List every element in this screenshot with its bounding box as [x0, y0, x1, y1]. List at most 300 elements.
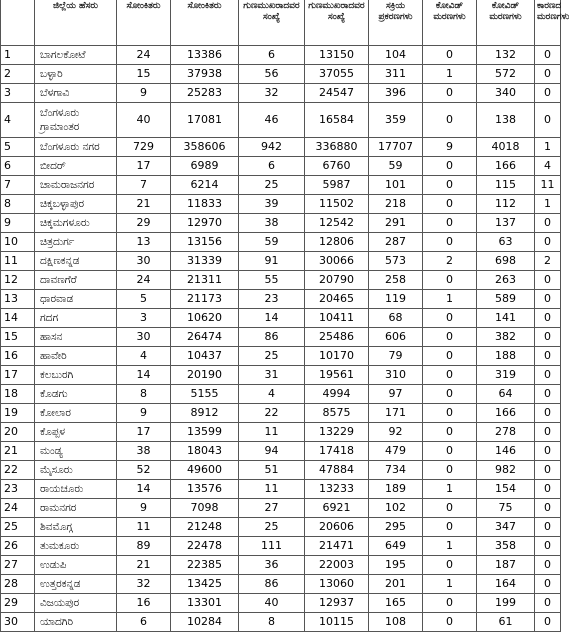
cell-infected-total: 12970 — [171, 214, 239, 233]
cell-covid-deaths-total: 166 — [477, 157, 535, 176]
cell-district-name: ಹಾವೇರಿ — [35, 347, 117, 366]
header-active-cases: ಸಕ್ರಿಯ ಪ್ರಕರಣಗಳು — [369, 0, 423, 46]
cell-covid-deaths-total: 263 — [477, 271, 535, 290]
cell-serial: 28 — [1, 575, 35, 594]
cell-recovered-today: 8 — [239, 613, 305, 632]
cell-active-cases: 258 — [369, 271, 423, 290]
cell-district-name: ಬೆಳಗಾವಿ — [35, 84, 117, 103]
cell-covid-deaths-today: 0 — [423, 176, 477, 195]
cell-infected-total: 13301 — [171, 594, 239, 613]
cell-serial: 25 — [1, 518, 35, 537]
cell-covid-deaths-today: 1 — [423, 575, 477, 594]
cell-infected-total: 13386 — [171, 46, 239, 65]
table-row — [1, 404, 561, 423]
cell-serial: 24 — [1, 499, 35, 518]
cell-recovered-today: 25 — [239, 518, 305, 537]
cell-covid-deaths-today: 0 — [423, 461, 477, 480]
cell-district-name: ಚಿಕ್ಕಬಳ್ಳಾಪುರ — [35, 195, 117, 214]
cell-covid-deaths-today: 1 — [423, 290, 477, 309]
cell-infected-today: 5 — [117, 290, 171, 309]
cell-recovered-total: 10170 — [305, 347, 369, 366]
cell-covid-deaths-total: 340 — [477, 84, 535, 103]
cell-covid-deaths-today: 0 — [423, 594, 477, 613]
cell-serial: 27 — [1, 556, 35, 575]
cell-serial: 15 — [1, 328, 35, 347]
cell-recovered-total: 11502 — [305, 195, 369, 214]
cell-covid-deaths-total: 141 — [477, 309, 535, 328]
cell-other-deaths: 11 — [535, 176, 561, 195]
cell-recovered-today: 86 — [239, 328, 305, 347]
cell-covid-deaths-today: 0 — [423, 309, 477, 328]
cell-recovered-today: 4 — [239, 385, 305, 404]
cell-recovered-total: 13229 — [305, 423, 369, 442]
cell-covid-deaths-total: 115 — [477, 176, 535, 195]
cell-recovered-today: 55 — [239, 271, 305, 290]
cell-covid-deaths-today: 0 — [423, 271, 477, 290]
cell-infected-total: 5155 — [171, 385, 239, 404]
table-row — [1, 157, 561, 176]
cell-infected-total: 13599 — [171, 423, 239, 442]
cell-recovered-today: 25 — [239, 176, 305, 195]
header-recovered-today: ಗುಣಮುಖರಾದವರ ಸಂಖ್ಯೆ — [239, 0, 305, 46]
table-row — [1, 195, 561, 214]
cell-other-deaths: 0 — [535, 347, 561, 366]
table-row — [1, 252, 561, 271]
cell-infected-today: 729 — [117, 138, 171, 157]
cell-covid-deaths-today: 0 — [423, 404, 477, 423]
cell-other-deaths: 0 — [535, 537, 561, 556]
cell-infected-today: 7 — [117, 176, 171, 195]
table-row — [1, 537, 561, 556]
cell-district-name: ಉಡುಪಿ — [35, 556, 117, 575]
cell-district-name: ವಿಜಯಪುರ — [35, 594, 117, 613]
cell-infected-today: 9 — [117, 499, 171, 518]
cell-recovered-today: 6 — [239, 157, 305, 176]
cell-district-name: ಬೀದರ್ — [35, 157, 117, 176]
cell-serial: 2 — [1, 65, 35, 84]
cell-infected-today: 38 — [117, 442, 171, 461]
table-row — [1, 480, 561, 499]
header-row — [1, 0, 561, 46]
cell-other-deaths: 0 — [535, 556, 561, 575]
cell-other-deaths: 0 — [535, 290, 561, 309]
cell-recovered-total: 17418 — [305, 442, 369, 461]
table-row — [1, 84, 561, 103]
table-row — [1, 518, 561, 537]
cell-active-cases: 606 — [369, 328, 423, 347]
cell-covid-deaths-total: 572 — [477, 65, 535, 84]
cell-covid-deaths-total: 112 — [477, 195, 535, 214]
cell-serial: 5 — [1, 138, 35, 157]
cell-recovered-today: 59 — [239, 233, 305, 252]
cell-recovered-today: 51 — [239, 461, 305, 480]
cell-infected-today: 9 — [117, 404, 171, 423]
cell-recovered-total: 10411 — [305, 309, 369, 328]
cell-district-name: ಬೆಂಗಳೂರು ಗ್ರಾಮಾಂತರ — [35, 103, 117, 138]
header-infected-total: ಸೋಂಕಿತರು — [171, 0, 239, 46]
cell-recovered-today: 14 — [239, 309, 305, 328]
cell-covid-deaths-today: 0 — [423, 195, 477, 214]
cell-infected-total: 20190 — [171, 366, 239, 385]
cell-recovered-total: 13060 — [305, 575, 369, 594]
cell-other-deaths: 0 — [535, 328, 561, 347]
cell-infected-total: 8912 — [171, 404, 239, 423]
cell-active-cases: 102 — [369, 499, 423, 518]
cell-infected-today: 14 — [117, 480, 171, 499]
cell-active-cases: 573 — [369, 252, 423, 271]
cell-infected-today: 52 — [117, 461, 171, 480]
cell-other-deaths: 0 — [535, 65, 561, 84]
cell-recovered-today: 56 — [239, 65, 305, 84]
cell-active-cases: 734 — [369, 461, 423, 480]
cell-recovered-total: 6921 — [305, 499, 369, 518]
cell-recovered-today: 46 — [239, 103, 305, 138]
cell-other-deaths: 2 — [535, 252, 561, 271]
cell-recovered-today: 25 — [239, 347, 305, 366]
cell-district-name: ಚಿತ್ರದುರ್ಗ — [35, 233, 117, 252]
cell-serial: 21 — [1, 442, 35, 461]
cell-other-deaths: 0 — [535, 518, 561, 537]
cell-covid-deaths-total: 4018 — [477, 138, 535, 157]
cell-infected-total: 13576 — [171, 480, 239, 499]
cell-infected-today: 13 — [117, 233, 171, 252]
header-other-deaths: ಕಾರಣದ ಮರಣಗಳು — [535, 0, 561, 46]
table-body — [1, 46, 561, 632]
cell-district-name: ಉತ್ತರಕನ್ನಡ — [35, 575, 117, 594]
cell-infected-today: 32 — [117, 575, 171, 594]
cell-district-name: ಯಾದಗಿರಿ — [35, 613, 117, 632]
table-row — [1, 138, 561, 157]
cell-recovered-total: 16584 — [305, 103, 369, 138]
cell-covid-deaths-total: 358 — [477, 537, 535, 556]
cell-covid-deaths-today: 1 — [423, 480, 477, 499]
cell-active-cases: 287 — [369, 233, 423, 252]
cell-recovered-today: 86 — [239, 575, 305, 594]
cell-recovered-today: 22 — [239, 404, 305, 423]
cell-serial: 17 — [1, 366, 35, 385]
cell-active-cases: 59 — [369, 157, 423, 176]
cell-serial: 13 — [1, 290, 35, 309]
cell-other-deaths: 0 — [535, 84, 561, 103]
cell-infected-total: 10284 — [171, 613, 239, 632]
cell-district-name: ಕೋಲಾರ — [35, 404, 117, 423]
cell-recovered-today: 40 — [239, 594, 305, 613]
cell-covid-deaths-today: 1 — [423, 65, 477, 84]
table-row — [1, 423, 561, 442]
cell-district-name: ಮಂಡ್ಯ — [35, 442, 117, 461]
cell-recovered-total: 12937 — [305, 594, 369, 613]
cell-recovered-total: 13233 — [305, 480, 369, 499]
cell-infected-total: 6989 — [171, 157, 239, 176]
cell-recovered-today: 942 — [239, 138, 305, 157]
cell-active-cases: 119 — [369, 290, 423, 309]
cell-infected-today: 21 — [117, 556, 171, 575]
cell-serial: 29 — [1, 594, 35, 613]
cell-infected-today: 17 — [117, 423, 171, 442]
cell-serial: 26 — [1, 537, 35, 556]
cell-infected-today: 29 — [117, 214, 171, 233]
cell-covid-deaths-total: 132 — [477, 46, 535, 65]
cell-recovered-today: 11 — [239, 480, 305, 499]
cell-covid-deaths-total: 278 — [477, 423, 535, 442]
cell-covid-deaths-today: 0 — [423, 328, 477, 347]
cell-infected-total: 21173 — [171, 290, 239, 309]
cell-recovered-total: 8575 — [305, 404, 369, 423]
cell-infected-total: 49600 — [171, 461, 239, 480]
cell-active-cases: 189 — [369, 480, 423, 499]
cell-district-name: ಹಾಸನ — [35, 328, 117, 347]
cell-serial: 4 — [1, 103, 35, 138]
cell-active-cases: 92 — [369, 423, 423, 442]
cell-other-deaths: 0 — [535, 404, 561, 423]
cell-recovered-total: 10115 — [305, 613, 369, 632]
table-row — [1, 442, 561, 461]
table-row — [1, 271, 561, 290]
header-infected-today: ಸೋಂಕಿತರು — [117, 0, 171, 46]
cell-active-cases: 171 — [369, 404, 423, 423]
cell-infected-total: 22478 — [171, 537, 239, 556]
cell-district-name: ಧಾರವಾಡ — [35, 290, 117, 309]
cell-covid-deaths-total: 199 — [477, 594, 535, 613]
cell-recovered-total: 24547 — [305, 84, 369, 103]
cell-other-deaths: 0 — [535, 613, 561, 632]
cell-recovered-total: 12806 — [305, 233, 369, 252]
cell-serial: 19 — [1, 404, 35, 423]
cell-infected-today: 24 — [117, 46, 171, 65]
cell-covid-deaths-today: 0 — [423, 556, 477, 575]
table-row — [1, 309, 561, 328]
cell-covid-deaths-today: 0 — [423, 214, 477, 233]
cell-covid-deaths-today: 0 — [423, 103, 477, 138]
cell-covid-deaths-total: 154 — [477, 480, 535, 499]
cell-recovered-today: 39 — [239, 195, 305, 214]
cell-serial: 6 — [1, 157, 35, 176]
cell-active-cases: 201 — [369, 575, 423, 594]
cell-covid-deaths-today: 0 — [423, 613, 477, 632]
table-row — [1, 594, 561, 613]
cell-infected-total: 17081 — [171, 103, 239, 138]
cell-infected-total: 21311 — [171, 271, 239, 290]
cell-infected-total: 21248 — [171, 518, 239, 537]
cell-infected-today: 89 — [117, 537, 171, 556]
cell-recovered-today: 38 — [239, 214, 305, 233]
cell-active-cases: 101 — [369, 176, 423, 195]
cell-infected-total: 358606 — [171, 138, 239, 157]
cell-other-deaths: 0 — [535, 480, 561, 499]
cell-district-name: ಕೊಡಗು — [35, 385, 117, 404]
cell-district-name: ಗದಗ — [35, 309, 117, 328]
table-row — [1, 347, 561, 366]
cell-covid-deaths-total: 64 — [477, 385, 535, 404]
cell-district-name: ಬಾಗಲಕೋಟೆ — [35, 46, 117, 65]
cell-covid-deaths-today: 0 — [423, 385, 477, 404]
cell-other-deaths: 0 — [535, 46, 561, 65]
cell-serial: 10 — [1, 233, 35, 252]
cell-other-deaths: 0 — [535, 575, 561, 594]
cell-recovered-total: 30066 — [305, 252, 369, 271]
cell-covid-deaths-total: 166 — [477, 404, 535, 423]
cell-covid-deaths-total: 138 — [477, 103, 535, 138]
cell-covid-deaths-total: 347 — [477, 518, 535, 537]
cell-serial: 3 — [1, 84, 35, 103]
cell-other-deaths: 0 — [535, 385, 561, 404]
cell-infected-total: 10620 — [171, 309, 239, 328]
cell-infected-today: 11 — [117, 518, 171, 537]
cell-covid-deaths-total: 61 — [477, 613, 535, 632]
cell-recovered-total: 12542 — [305, 214, 369, 233]
cell-covid-deaths-today: 0 — [423, 46, 477, 65]
cell-active-cases: 479 — [369, 442, 423, 461]
cell-district-name: ದಾವಣಗೆರೆ — [35, 271, 117, 290]
cell-recovered-today: 111 — [239, 537, 305, 556]
cell-district-name: ಚಿಕ್ಕಮಗಳೂರು — [35, 214, 117, 233]
cell-district-name: ರಾಮನಗರ — [35, 499, 117, 518]
cell-recovered-total: 5987 — [305, 176, 369, 195]
header-district: ಜಿಲ್ಲೆಯ ಹೆಸರು — [35, 0, 117, 46]
cell-covid-deaths-total: 188 — [477, 347, 535, 366]
cell-recovered-total: 22003 — [305, 556, 369, 575]
cell-recovered-total: 20606 — [305, 518, 369, 537]
cell-infected-today: 14 — [117, 366, 171, 385]
cell-recovered-today: 27 — [239, 499, 305, 518]
cell-covid-deaths-today: 0 — [423, 347, 477, 366]
header-covid-deaths-total: ಕೋವಿಡ್ ಮರಣಗಳು — [477, 0, 535, 46]
cell-active-cases: 97 — [369, 385, 423, 404]
table-row — [1, 290, 561, 309]
cell-district-name: ಬೆಂಗಳೂರು ನಗರ — [35, 138, 117, 157]
cell-recovered-total: 13150 — [305, 46, 369, 65]
cell-active-cases: 104 — [369, 46, 423, 65]
cell-covid-deaths-total: 982 — [477, 461, 535, 480]
cell-other-deaths: 0 — [535, 214, 561, 233]
cell-infected-total: 7098 — [171, 499, 239, 518]
cell-serial: 12 — [1, 271, 35, 290]
table-row — [1, 46, 561, 65]
cell-covid-deaths-total: 137 — [477, 214, 535, 233]
cell-other-deaths: 0 — [535, 233, 561, 252]
cell-active-cases: 291 — [369, 214, 423, 233]
cell-district-name: ಶಿವಮೊಗ್ಗ — [35, 518, 117, 537]
cell-active-cases: 195 — [369, 556, 423, 575]
cell-infected-total: 31339 — [171, 252, 239, 271]
cell-infected-total: 13425 — [171, 575, 239, 594]
cell-recovered-today: 11 — [239, 423, 305, 442]
cell-infected-today: 9 — [117, 84, 171, 103]
cell-serial: 11 — [1, 252, 35, 271]
cell-covid-deaths-today: 0 — [423, 499, 477, 518]
header-covid-deaths-today: ಕೋವಿಡ್ ಮರಣಗಳು — [423, 0, 477, 46]
cell-active-cases: 359 — [369, 103, 423, 138]
table-row — [1, 65, 561, 84]
cell-infected-today: 30 — [117, 328, 171, 347]
cell-infected-today: 16 — [117, 594, 171, 613]
cell-other-deaths: 0 — [535, 499, 561, 518]
cell-infected-today: 30 — [117, 252, 171, 271]
cell-other-deaths: 0 — [535, 366, 561, 385]
cell-district-name: ತುಮಕೂರು — [35, 537, 117, 556]
table-row — [1, 328, 561, 347]
cell-serial: 20 — [1, 423, 35, 442]
cell-serial: 22 — [1, 461, 35, 480]
cell-infected-total: 6214 — [171, 176, 239, 195]
cell-active-cases: 165 — [369, 594, 423, 613]
table-row — [1, 385, 561, 404]
cell-infected-total: 10437 — [171, 347, 239, 366]
cell-recovered-today: 6 — [239, 46, 305, 65]
cell-covid-deaths-today: 0 — [423, 157, 477, 176]
cell-district-name: ರಾಯಚೂರು — [35, 480, 117, 499]
table-row — [1, 176, 561, 195]
cell-recovered-total: 20465 — [305, 290, 369, 309]
cell-district-name: ಬಳ್ಳಾರಿ — [35, 65, 117, 84]
cell-recovered-total: 19561 — [305, 366, 369, 385]
cell-other-deaths: 0 — [535, 423, 561, 442]
cell-district-name: ಮೈಸೂರು — [35, 461, 117, 480]
cell-other-deaths: 0 — [535, 103, 561, 138]
cell-covid-deaths-today: 0 — [423, 518, 477, 537]
cell-serial: 30 — [1, 613, 35, 632]
cell-active-cases: 649 — [369, 537, 423, 556]
cell-recovered-total: 336880 — [305, 138, 369, 157]
cell-covid-deaths-total: 589 — [477, 290, 535, 309]
cell-serial: 1 — [1, 46, 35, 65]
cell-active-cases: 108 — [369, 613, 423, 632]
cell-covid-deaths-total: 75 — [477, 499, 535, 518]
cell-infected-today: 3 — [117, 309, 171, 328]
cell-infected-total: 13156 — [171, 233, 239, 252]
cell-active-cases: 79 — [369, 347, 423, 366]
cell-active-cases: 68 — [369, 309, 423, 328]
cell-covid-deaths-total: 63 — [477, 233, 535, 252]
cell-district-name: ಕಲಬುರಗಿ — [35, 366, 117, 385]
cell-infected-today: 4 — [117, 347, 171, 366]
cell-active-cases: 311 — [369, 65, 423, 84]
cell-serial: 9 — [1, 214, 35, 233]
cell-other-deaths: 0 — [535, 309, 561, 328]
cell-serial: 23 — [1, 480, 35, 499]
cell-other-deaths: 0 — [535, 442, 561, 461]
cell-infected-total: 25283 — [171, 84, 239, 103]
table-row — [1, 613, 561, 632]
cell-infected-today: 40 — [117, 103, 171, 138]
table-row — [1, 461, 561, 480]
cell-infected-total: 26474 — [171, 328, 239, 347]
cell-recovered-today: 32 — [239, 84, 305, 103]
cell-infected-today: 17 — [117, 157, 171, 176]
cell-recovered-total: 25486 — [305, 328, 369, 347]
cell-infected-today: 8 — [117, 385, 171, 404]
table-row — [1, 556, 561, 575]
cell-covid-deaths-today: 0 — [423, 84, 477, 103]
cell-infected-today: 6 — [117, 613, 171, 632]
cell-infected-total: 37938 — [171, 65, 239, 84]
table-row — [1, 499, 561, 518]
cell-active-cases: 396 — [369, 84, 423, 103]
cell-recovered-total: 4994 — [305, 385, 369, 404]
cell-covid-deaths-total: 382 — [477, 328, 535, 347]
cell-recovered-total: 6760 — [305, 157, 369, 176]
cell-covid-deaths-today: 0 — [423, 366, 477, 385]
cell-covid-deaths-total: 187 — [477, 556, 535, 575]
cell-infected-today: 21 — [117, 195, 171, 214]
cell-recovered-today: 31 — [239, 366, 305, 385]
table-row — [1, 366, 561, 385]
cell-infected-total: 22385 — [171, 556, 239, 575]
cell-district-name: ಚಾಮರಾಜನಗರ — [35, 176, 117, 195]
cell-covid-deaths-total: 319 — [477, 366, 535, 385]
cell-covid-deaths-today: 0 — [423, 233, 477, 252]
cell-active-cases: 295 — [369, 518, 423, 537]
